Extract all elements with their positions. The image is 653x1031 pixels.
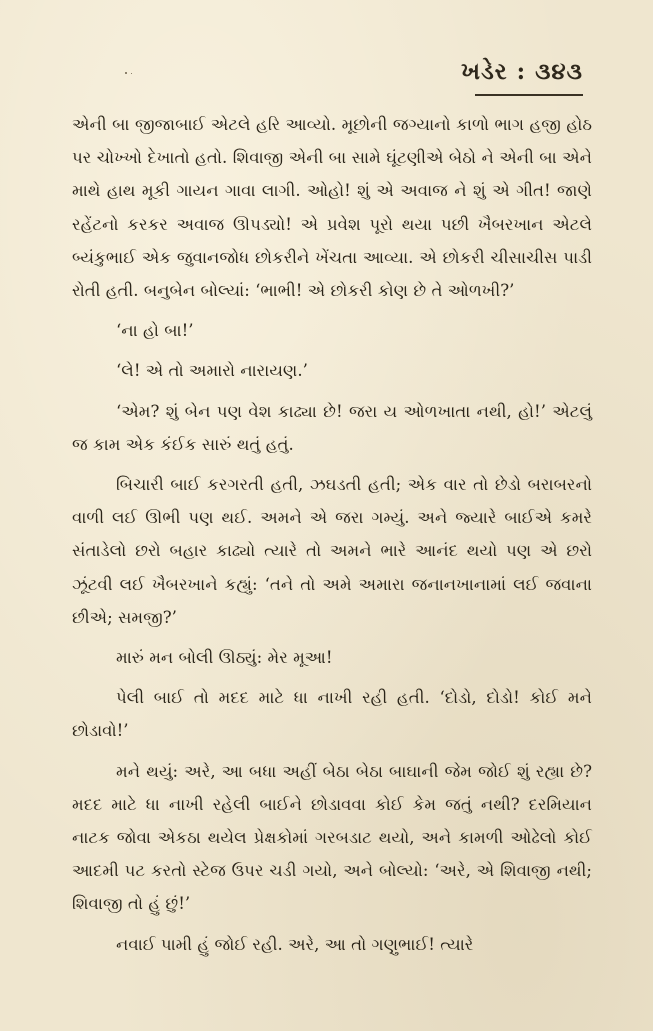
paragraph: બિચારી બાઈ કરગરતી હતી, ઝઘડતી હતી; એક વાર તો છેડો બરાબરનો વાળી લઈ ઊભી પણ થઈ. અમને એ જરા ગમ્યું. અને જ્યારે બાઈએ કમરે સંતાડેલો છરો બહાર કાઢ્યો ત્યારે તો અમને ભારે આનંદ થયો પણ એ છરો ઝૂંટવી લઈ ખૈબરખાને કહ્યું: ‘તને તો અમે અમારા જનાનખાનામાં લઈ જવાના છીએ; સમજી?’ [72, 475, 592, 627]
paragraph: ‘ના હો બા!’ [116, 321, 194, 341]
paragraph: એની બા જીજાબાઈ એટલે હરિ આવ્યો. મૂછોની જગ્યાનો કાળો ભાગ હજી હોઠ પર ચોખ્ખો દેખાતો હતો. શિવાજી એની બા સામે ઘૂંટણીએ બેઠો ને એની બા એને માથે હાથ મૂકી ગાયન ગાવા લાગી. ઓહો! શું એ અવાજ ને શું એ ગીત! જાણે રહેંટનો કરકર અવાજ ઊપડ્યો! એ પ્રવેશ પૂરો થયા પછી ખૈબરખાન એટલે બ્યંકુભાઈ એક જુવાનજોધ છોકરીને ખેંચતા આવ્યા. એ છોકરી ચીસાચીસ પાડી રોતી હતી. બનુબેન બોલ્યાં: ‘ભાભી! એ છોકરી કોણ છે તે ઓળખી?’ [72, 115, 592, 301]
page-body [72, 108, 592, 968]
paragraph: પેલી બાઈ તો મદદ માટે ધા નાખી રહી હતી. ‘દોડો, દોડો! કોઈ મને છોડાવો!’ [72, 688, 592, 741]
paper-speck [131, 73, 132, 74]
page-header: ખડેર : ૩૪૩ [461, 58, 583, 85]
paragraph: ‘એમ? શું બેન પણ વેશ કાઢ્યા છે! જરા ય ઓળખાતા નથી, હો!’ એટલું જ કામ એક કંઈક સારું થતું હતું. [72, 401, 592, 454]
paragraph: મારું મન બોલી ઊઠ્યું: મેર મૂઆ! [116, 648, 333, 668]
paragraph: નવાઈ પામી હું જોઈ રહી. અરે, આ તો ગણુભાઈ! ત્યારે [116, 934, 474, 954]
paper-speck [125, 72, 127, 74]
header-underline [475, 94, 583, 96]
paragraph: ‘લે! એ તો અમારો નારાયણ.’ [116, 361, 308, 381]
paragraph: મને થયું: અરે, આ બધા અહીં બેઠા બેઠા બાઘાની જેમ જોઈ શું રહ્યા છે? મદદ માટે ધા નાખી રહેલી બાઈને છોડાવવા કોઈ કેમ જતું નથી? દરમિયાન નાટક જોવા એકઠા થયેલ પ્રેક્ષકોમાં ગરબડાટ થયો, અને કામળી ઓઢેલો કોઈ આદમી પટ કરતો સ્ટેજ ઉપર ચડી ગયો, અને બોલ્યો: ‘અરે, એ શિવાજી નથી; શિવાજી તો હું છું!’ [72, 761, 592, 914]
